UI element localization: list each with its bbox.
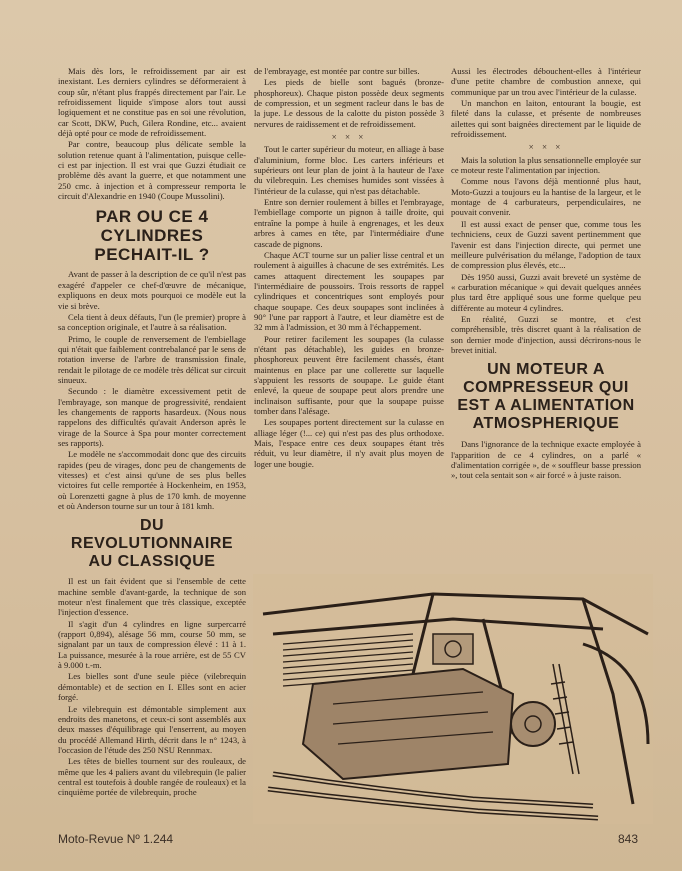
paragraph: Il est un fait évident que si l'ensemble de cette machine semble d'avant-garde, la technique de son moteur n'est finalement que très classique, exceptée l'injection d'essence. bbox=[58, 576, 246, 618]
section-separator: × × × bbox=[528, 142, 564, 153]
page-number: 843 bbox=[617, 832, 638, 846]
paragraph: de l'embrayage, est montée par contre sur billes. bbox=[254, 66, 420, 76]
paragraph: Mais dès lors, le refroidissement par air est inexistant. Les derniers cylindres se déformeraient à coup sûr, n'étant plus frappés directement par l'air. Le refroidissement liquide s'impose alors tout aussi logiquement et ne constitue pas en soi une révolution, car Scott, DKW, Puch, Gilera Rondine, etc... avaient déjà opté pour ce mode de refroidissement. bbox=[58, 66, 246, 139]
paragraph: Un manchon en laiton, entourant la bougie, est fileté dans la culasse, et présente de nombreuses ailettes qui sont baignées directement par le liquide de refroidissement. bbox=[451, 98, 641, 140]
magazine-issue: Moto-Revue Nº 1.244 bbox=[58, 832, 174, 846]
paragraph: Tout le carter supérieur du moteur, en alliage à base d'aluminium, forme bloc. Les carters inférieurs et supérieurs ont leur plan de joint à la hauteur de l'axe du vilebrequin. Les chemises humides sont vissées à l'intérieur de la culasse, qui n'est pas détachable. bbox=[254, 144, 444, 196]
paragraph: Comme nous l'avons déjà mentionné plus haut, Moto-Guzzi a toujours eu la hantise de la largeur, et le montage de 4 carburateurs, perpendiculaires, ne pouvait convenir. bbox=[451, 176, 641, 218]
paragraph: Cela tient à deux défauts, l'un (le premier) propre à sa conception originale, et l'autre à sa réalisation. bbox=[58, 311, 246, 333]
paragraph: Primo, le couple de renversement de l'embiellage qui n'était que faiblement contrebalancé par le sens de rotation inverse de l'arbre de transmission finale, rendait le pilotage de ce modèle très délicat sur circuit sinueux. bbox=[58, 333, 246, 385]
paragraph: Le modèle ne s'accommodait donc que des circuits rapides (peu de virages, donc peu de changements de vitesses) et c'est ainsi qu'une de ses plus belles victoires fut celle remportée à Hockenheim, en 1953, où Lorenzetti gagne à plus de 170 kmh. de moyenne et où Anderson tourne sur un tour à 181 kmh. bbox=[58, 449, 246, 512]
paragraph: Par contre, beaucoup plus délicate semble la solution retenue quant à l'alimentation, puisque celle-ci est par injection. Il est vrai que Guzzi étudiait ce problème dès avant la guerre, et que notamment une 250 cmc. à injection et à compresseur remporta le circuit d'Alexandrie en 1940 (Coupe Mussolini). bbox=[58, 139, 246, 202]
paragraph: Les soupapes portent directement sur la culasse en alliage léger (!... ce) qui n'est pas des plus orthodoxe. Mais, l'espace entre ces deux soupapes étant très réduit, vu leur diamètre, il n'y avait plus moyen de loger une bougie. bbox=[254, 417, 444, 469]
column-2 bbox=[254, 66, 444, 470]
paragraph: Mais la solution la plus sensationnelle employée sur ce moteur reste l'alimentation par injection. bbox=[451, 154, 641, 176]
paragraph: Le vilebrequin est démontable simplement aux endroits des manetons, et ceux-ci sont assemblés aux deux masses d'équilibrage qui l'enserrent, au moyen du procédé Allemand Hirth, décrit dans le n° 1243, à l'occasion de l'étude des 250 NSU Rennmax. bbox=[58, 703, 246, 755]
column-3 bbox=[451, 66, 641, 482]
section-heading-pechait: PAR OU CE 4 CYLINDRES PECHAIT-IL ? bbox=[94, 207, 210, 265]
paragraph: Secundo : le diamètre excessivement petit de l'embrayage, son manque de progressivité, rendaient les changements de rapports hasardeux. (Nous nous rappelons des difficultés qu'avait Anderson après le virage de la Source à Spa pour monter correctement ses rapports). bbox=[58, 386, 246, 448]
paragraph: Il est aussi exact de penser que, comme tous les techniciens, ceux de Guzzi savent pertinemment que l'avenir est dans l'injection directe, qui permet une meilleure pulvérisation du mélange, l'adoption de taux de compression plus élevés, etc... bbox=[451, 218, 641, 271]
column-1 bbox=[58, 66, 246, 799]
paragraph: Les têtes de bielles tournent sur des rouleaux, de même que les 4 paliers avant du vilebrequin (le palier central est toutefois à double rangée de rouleaux) et la cinquième portée de vilebrequin, proche bbox=[58, 756, 246, 798]
engine-drawing-icon bbox=[253, 574, 653, 824]
paragraph: Il s'agit d'un 4 cylindres en ligne surpercarré (rapport 0,894), alésage 56 mm, course 50 mm, se signalant par un taux de compression élevé : 11 à 1. La puissance, mesurée à la roue arrière, est de 55 CV à 9.000 t.-m. bbox=[58, 618, 246, 671]
paragraph: Pour retirer facilement les soupapes (la culasse n'étant pas détachable), les guides en bronze-phosphoreux peuvent être facilement chassés, étant maintenus en place par une collerette sur laquelle s'appuient les ressorts de soupape. Le guide étant enlevé, la queue de soupape peut alors prendre une inclinaison suffisante, pour que la soupape puisse tomber dans l'alésage. bbox=[254, 333, 444, 416]
paragraph: Chaque ACT tourne sur un palier lisse central et un roulement à aiguilles à chacune de ses extrémités. Les cames attaquent directement les soupapes par l'intermédiaire de poussoirs. Trois ressorts de rappel cylindriques et concentriques sont employés pour chaque soupape. Ces deux soupapes sont inclinées à 90° l'une par rapport à l'autre, et leur diamètre est de 32 mm à l'admission, et 30 mm à l'échappement. bbox=[254, 249, 444, 333]
paragraph: Dès 1950 aussi, Guzzi avait breveté un système de « carburation mécanique » qui devait quelques années plus tard être appliqué sous une forme quelque peu différente au moteur 4 cylindres. bbox=[451, 271, 641, 313]
paragraph: Les pieds de bielle sont bagués (bronze-phosphoreux). Chaque piston possède deux segments de compression, et un segment racleur dans le bas de la jupe. Le dessous de la calotte du piston possède 3 nervures de raidissement et de refroidissement. bbox=[254, 77, 444, 129]
paragraph: Aussi les électrodes débouchent-elles à l'intérieur d'une petite chambre de combustion annexe, qui communique par un trou avec l'intérieur de la culasse. bbox=[451, 66, 641, 97]
section-separator: × × × bbox=[331, 132, 367, 143]
paragraph: Les bielles sont d'une seule pièce (vilebrequin démontable) et de section en I. Elles sont en acier forgé. bbox=[58, 671, 246, 703]
section-heading-compresseur: UN MOTEUR A COMPRESSEUR QUI EST A ALIMENTATION ATMOSPHERIQUE bbox=[457, 361, 635, 433]
paragraph: En réalité, Guzzi se montre, et c'est compréhensible, très discret quant à la réalisation de son dernier mode d'injection, aussi décrirons-nous le brevet initial. bbox=[451, 313, 641, 355]
paragraph: Entre son dernier roulement à billes et l'embrayage, l'embiellage comporte un pignon à taille droite, qui entraîne la pompe à huile à engrenages, et les deux arbres à cames en tête, par l'intermédiaire d'une cascade de pignons. bbox=[254, 197, 444, 249]
paragraph: Dans l'ignorance de la technique exacte employée à l'apparition de ce 4 cylindres, on a parlé « d'alimentation corrigée », de « souffleur basse pression », tout cela sentait son « air forcé » à juste raison. bbox=[451, 439, 641, 481]
paragraph: Avant de passer à la description de ce qu'il n'est pas exagéré d'appeler ce chef-d'œuvre de mécanique, expliquons en deux mots pourquoi ce modèle eut la vie si brève. bbox=[58, 269, 246, 311]
section-heading-revolutionnaire: DU REVOLUTIONNAIRE AU CLASSIQUE bbox=[70, 517, 234, 571]
